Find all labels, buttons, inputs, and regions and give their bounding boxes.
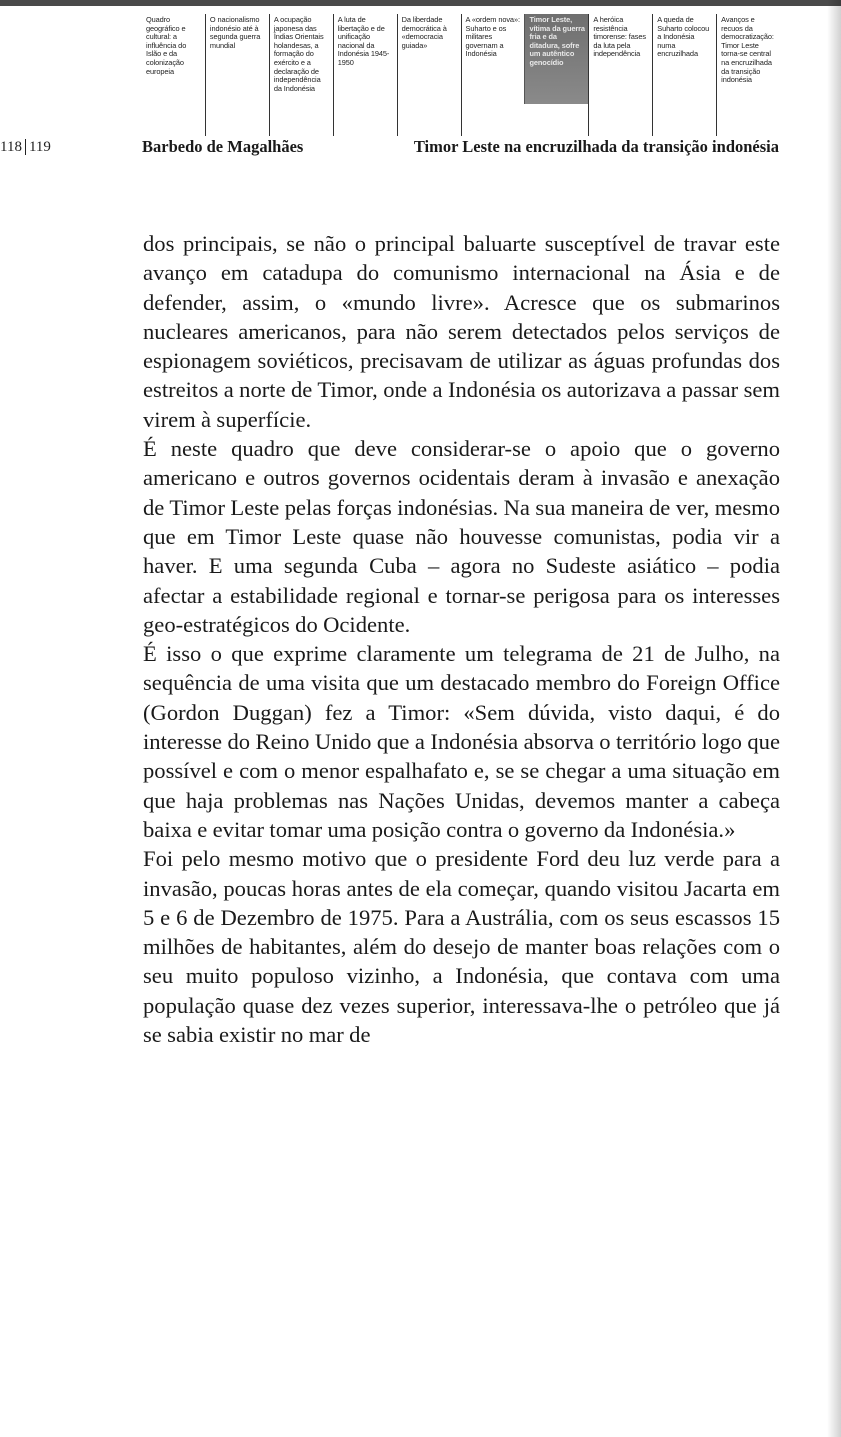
page-number-separator [25, 139, 26, 155]
paragraph: Foi pelo mesmo motivo que o presidente Ford deu luz verde para a invasão, poucas horas antes de ela começar, quando visitou Jacarta em 5 e 6 de Dezembro de 1975. Para a Austrália, com os seus escassos 15 milhões de habitantes, além do desejo de manter boas relações com o seu muito populoso vizinho, a Indonésia, que contava com uma população quase dez vezes superior, interessava-lhe o petróleo que já se sabia existir no mar de [143, 846, 780, 1048]
chapter-nav-item: A queda de Suharto colocou a Indonésia numa encruzilhada [652, 14, 716, 136]
running-author: Barbedo de Magalhães [142, 137, 304, 156]
chapter-nav-item: A heróica resistência timorense: fases da luta pela independência [588, 14, 652, 136]
chapter-nav-item: A ocupação japonesa das Índias Orientais holandesas, a formação do exército e a declaração de independência da Indonésia [269, 14, 333, 136]
page-edge-shadow [827, 0, 841, 1437]
chapter-nav-item: A luta de libertação e de unificação nacional da Indonésia 1945-1950 [333, 14, 397, 136]
paragraph: É neste quadro que deve considerar-se o apoio que o governo americano e outros governos ocidentais deram à invasão e anexação de Timor Leste pelas forças indonésias. Na sua maneira de ver, mesmo que em Timor Leste quase não houvesse comunistas, podia vir a haver. E uma segunda Cuba – agora no Sudeste asiático – podia afectar a estabilidade regional e tornar-se perigosa para os interesses geo-estratégicos do Ocidente. [143, 436, 780, 637]
chapter-nav-item: A «ordem nova»: Suharto e os militares governam a Indonésia [461, 14, 525, 136]
page-number-right: 119 [28, 139, 51, 155]
paragraph: dos principais, se não o principal baluarte susceptível de travar este avanço em catadupa do comunismo internacional na Ásia e de defender, assim, o «mundo livre». Acresce que os submarinos nucleares americanos, para não serem detectados pelos serviços de espionagem soviéticos, precisavam de utilizar as águas profundas dos estreitos a norte de Timor, onde a Indonésia os autorizava a passar sem virem à superfície. [143, 231, 780, 432]
page-numbers [0, 139, 51, 156]
chapter-nav-item-current: Timor Leste, vítima da guerra fria e da ditadura, sofre um autêntico genocídio [524, 14, 588, 104]
running-title: Timor Leste na encruzilhada da transição indonésia [413, 137, 779, 156]
chapter-nav-item: Avanços e recuos da democratização: Timor Leste torna-se central na encruzilhada da transição indonésia [716, 14, 780, 136]
chapter-navigation-strip [142, 14, 780, 136]
paragraph: É isso o que exprime claramente um telegrama de 21 de Julho, na sequência de uma visita que um destacado membro do Foreign Office (Gordon Duggan) fez a Timor: «Sem dúvida, visto daqui, é do interesse do Reino Unido que a Indonésia absorva o território logo que possível e com o menor espalhafato e, se se chegar a uma situação em que haja problemas nas Nações Unidas, devemos manter a cabeça baixa e evitar tomar uma posição contra o governo da Indonésia.» [143, 641, 780, 842]
chapter-nav-item: Quadro geográfico e cultural: a influência do Islão e da colonização europeia [146, 15, 187, 76]
chapter-nav-item: O nacionalismo indonésio até à segunda guerra mundial [205, 14, 269, 136]
top-rule [0, 0, 841, 6]
page-number-left: 118 [0, 139, 22, 155]
chapter-nav-item: Da liberdade democrática à «democracia guiada» [397, 14, 461, 136]
body-text [143, 229, 780, 1049]
